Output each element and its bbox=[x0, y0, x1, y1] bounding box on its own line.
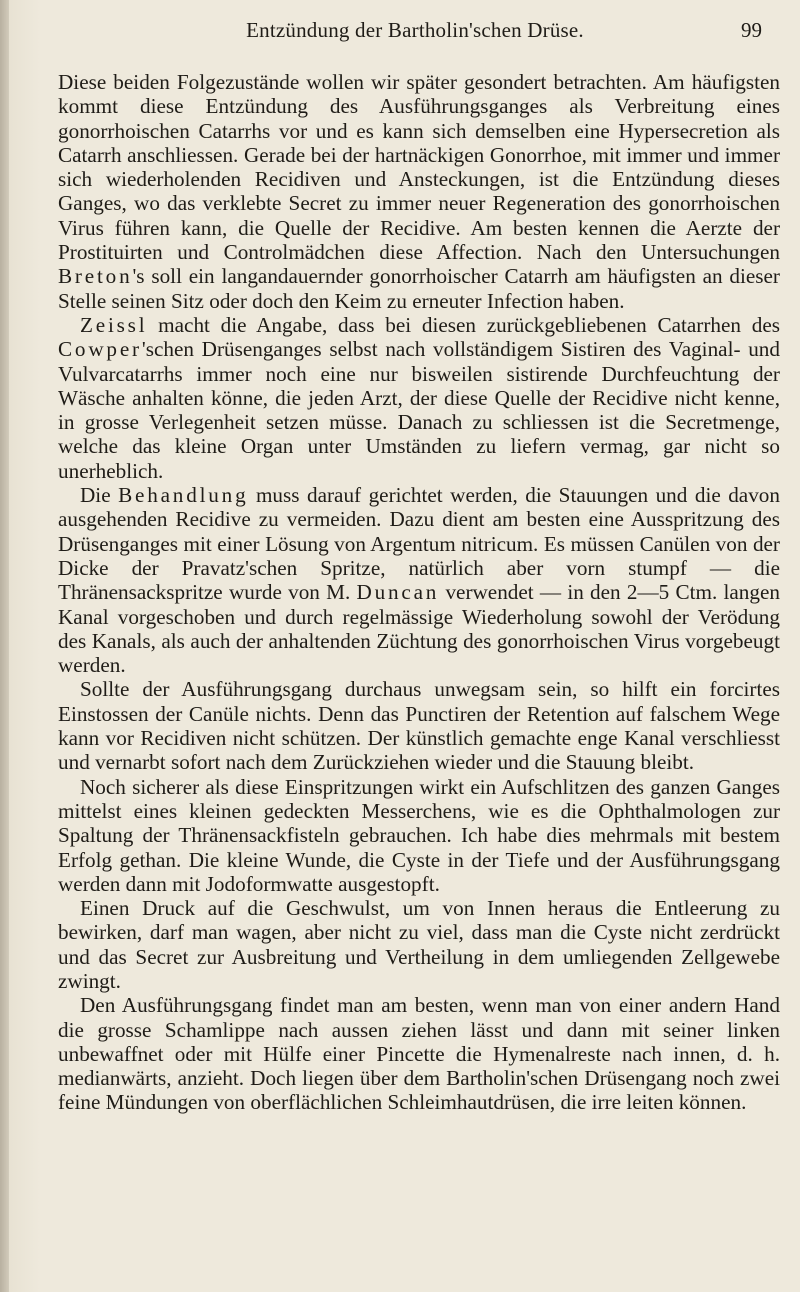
paragraph-6-text: Einen Druck auf die Geschwulst, um von Innen heraus die Entleerung zu bewirken, darf man wagen, aber nicht zu viel, dass man die Cyste nicht zerdrückt und das Secret zur Ausbreitung und Vertheilung in dem umliegenden Zellgewebe zwingt. bbox=[58, 896, 780, 993]
paragraph-3-text-c: verwendet — in den 2—5 Ctm. langen Kanal vorgeschoben und durch regelmässige Wiederholung sowohl der Verödung des Kanals, als auch der anhaltenden Züchtung des gonorrhoischen Virus vorgebeugt werden. bbox=[58, 580, 780, 678]
paragraph-2-text-b: 'schen Drüsenganges selbst nach vollständigem Sistiren des Vaginal- und Vulvarcatarrhs immer noch eine nur bisweilen sistirende Durchfeuchtung der Wäsche anhalten könne, die jeden Arzt, der diese Quelle der Recidive nicht kenne, in grosse Verlegenheit setzen müsse. Danach zu schliessen ist die Secretmenge, welche das kleine Organ unter Umständen zu liefern vermag, gar nicht so unerheblich. bbox=[58, 337, 780, 483]
paragraph-5-text: Noch sicherer als diese Einspritzungen wirkt ein Aufschlitzen des ganzen Ganges mittelst eines kleinen gedeckten Messerchens, wie es die Ophthalmologen zur Spaltung der Thränensackfisteln gebrauchen. Ich habe dies mehrmals mit bestem Erfolg gethan. Die kleine Wunde, die Cyste in der Tiefe und der Ausführungsgang werden dann mit Jodoformwatte ausgestopft. bbox=[58, 774, 780, 896]
paragraph-2 bbox=[58, 313, 780, 483]
paragraph-3-text-b: muss darauf gerichtet werden, die Stauungen und die davon ausgehenden Recidive zu vermeiden. Dazu dient am besten eine Ausspritzung des Drüsenganges mit einer Lösung von Argentum nitricum. Es müssen Canülen von der Dicke der Pravatz'schen Spritze, natürlich aber vorn stumpf — die Thränensackspritze wurde von M. bbox=[58, 483, 780, 605]
paragraph-1-text-a: Diese beiden Folgezustände wollen wir später gesondert betrachten. Am häufigsten kommt diese Entzündung des Ausführungsganges als Verbreitung eines gonorrhoischen Catarrhs vor und es kann sich demselben eine Hypersecretion als Catarrh anschliessen. Gerade bei der hartnäckigen Gonorrhoe, mit immer und immer sich wiederholenden Recidiven und Ansteckungen, ist die Entzündung dieses Ganges, wo das verklebte Secret zu immer neuer Regeneration des gonorrhoischen Virus führen kann, die Quelle der Recidive. Am besten kennen die Aerzte der Prostituirten und Controlmädchen diese Affection. Nach den Untersuchungen bbox=[58, 70, 780, 265]
author-name-cowper: Cowper bbox=[58, 337, 142, 362]
paragraph-6 bbox=[58, 896, 780, 993]
paragraph-3 bbox=[58, 483, 780, 677]
author-name-breton: Breton bbox=[58, 264, 133, 289]
page-number: 99 bbox=[741, 18, 762, 42]
paragraph-3-text-a: Die bbox=[80, 483, 119, 508]
author-name-zeissl: Zeissl bbox=[80, 312, 148, 337]
running-title: Entzündung der Bartholin'schen Drüse. bbox=[246, 18, 584, 42]
paragraph-7-text: Den Ausführungsgang findet man am besten, wenn man von einer andern Hand die grosse Schamlippe nach aussen ziehen lässt und dann mit seiner linken unbewaffnet oder mit Hülfe einer Pincette die Hymenalreste nach innen, d. h. medianwärts, anzieht. Doch liegen über dem Bartholin'schen Drüsengang noch zwei feine Mündungen von oberflächlichen Schleimhautdrüsen, die irre leiten können. bbox=[58, 993, 780, 1115]
page-spine-shadow bbox=[0, 0, 9, 1292]
emphasis-behandlung: Behandlung bbox=[118, 483, 249, 508]
paragraph-4-text: Sollte der Ausführungsgang durchaus unwegsam sein, so hilft ein forcirtes Einstossen der Canüle nichts. Denn das Punctiren der Retention auf falschem Wege kann vor Recidiven nicht schützen. Der künstlich gemachte enge Kanal verschliesst und vernarbt sofort nach dem Zurückziehen wieder und die Stauung bleibt. bbox=[58, 677, 780, 775]
paragraph-4 bbox=[58, 677, 780, 774]
paragraph-7 bbox=[58, 993, 780, 1114]
page-header bbox=[60, 18, 770, 48]
author-name-duncan: Duncan bbox=[356, 580, 440, 605]
paragraph-1-text-b: 's soll ein langandauernder gonorrhoischer Catarrh am häufigsten an dieser Stelle seinen Sitz oder doch den Keim zu erneuter Infection haben. bbox=[58, 264, 780, 313]
paragraph-1 bbox=[58, 70, 780, 313]
body-text bbox=[58, 70, 780, 1115]
paragraph-2-text-a: macht die Angabe, dass bei diesen zurückgebliebenen Catarrhen des bbox=[147, 312, 780, 337]
paragraph-5 bbox=[58, 775, 780, 896]
